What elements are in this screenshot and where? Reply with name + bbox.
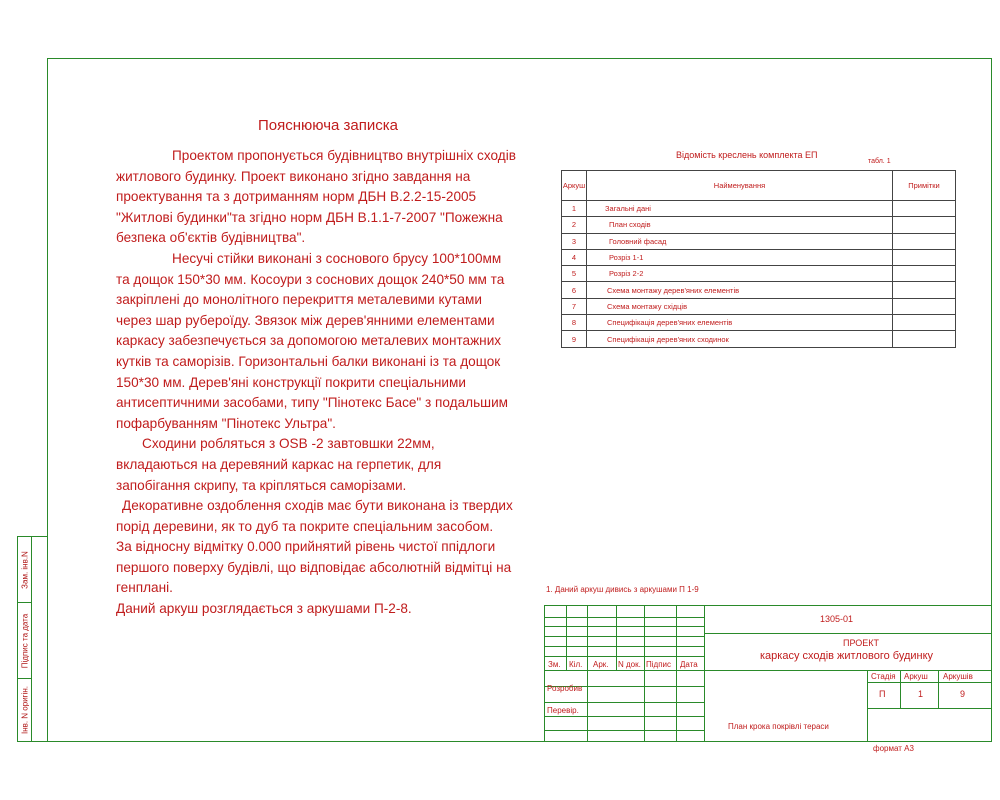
- header-sheet: Аркуш: [562, 171, 587, 201]
- tb-line: [587, 605, 588, 742]
- row-note: [893, 282, 956, 298]
- sheets-label: Аркушів: [943, 672, 973, 681]
- row-name: Розріз 2-2: [587, 266, 893, 282]
- table-row: [562, 298, 956, 314]
- tb-line: [704, 605, 705, 742]
- row-number: 6: [562, 282, 587, 298]
- row-number: 4: [562, 249, 587, 265]
- header-notes: Примітки: [893, 171, 956, 201]
- note-body: [116, 146, 516, 620]
- note-paragraph: Сходини робляться з OSB -2 завтовшки 22мм, вкладаються на деревяний каркас на герпетик, для запобігання скрипу, та кріпляться саморізами.: [116, 436, 442, 493]
- row-note: [893, 266, 956, 282]
- sheet-value: 1: [918, 689, 924, 699]
- side-strip: [17, 536, 47, 742]
- tb-line: [544, 702, 704, 703]
- col-label-signature: Підпис: [646, 660, 671, 669]
- table-row: [562, 282, 956, 298]
- col-label-date: Дата: [680, 660, 698, 669]
- row-note: [893, 217, 956, 233]
- row-number: 1: [562, 201, 587, 217]
- sheet-reference-note: 1. Даний аркуш дивись з аркушами П 1-9: [546, 585, 699, 594]
- table-row: [562, 315, 956, 331]
- row-number: 2: [562, 217, 587, 233]
- tb-line: [544, 626, 704, 627]
- note-paragraph: Несучі стійки виконані з соснового брусу 100*100мм та дощок 150*30 мм. Косоури з соснових дощок 240*50 мм та закріплені до монолітного перекриття металевими кутами через шар рубероїду. Звязок між дерев'янними елементами каркасу забезпечується за допомогою металевих монтажних кутків та саморізів. Горизонтальні балки виконані із та дощок 150*30 мм. Дерев'яні конструкції покрити спеціальними антисептичними засобами, типу "Пінотекс Басе" з подальшим пофарбуванням "Пінотекс Ультра".: [116, 250, 509, 431]
- row-number: 7: [562, 298, 587, 314]
- row-note: [893, 233, 956, 249]
- tb-line: [544, 605, 545, 742]
- col-label-doc: N док.: [618, 660, 641, 669]
- row-number: 8: [562, 315, 587, 331]
- drawing-list-table: [561, 170, 956, 348]
- row-name: Розріз 1-1: [587, 249, 893, 265]
- row-name: Головний фасад: [587, 233, 893, 249]
- row-name: Загальні дані: [587, 201, 893, 217]
- tb-line: [867, 682, 992, 683]
- tb-line: [900, 670, 901, 708]
- sheet-label: Аркуш: [904, 672, 928, 681]
- row-note: [893, 249, 956, 265]
- col-label-sheet: Арк.: [593, 660, 609, 669]
- tb-line: [566, 605, 567, 670]
- row-name: Схема монтажу дерев'яних елементів: [587, 282, 893, 298]
- side-label-original-inv: Інв. N оригін.: [20, 685, 29, 735]
- side-cell-replace-inv: [18, 537, 32, 603]
- tb-line: [544, 646, 704, 647]
- note-paragraph: Декоративне оздоблення сходів має бути виконана із твердих порід деревини, як то дуб та покрите спеціальним засобом.: [116, 498, 513, 534]
- table-number: табл. 1: [868, 158, 891, 165]
- row-name: Схема монтажу східців: [587, 298, 893, 314]
- row-number: 3: [562, 233, 587, 249]
- checked-by-label: Перевір.: [547, 706, 579, 715]
- table-row: [562, 217, 956, 233]
- row-note: [893, 201, 956, 217]
- side-label-replace-inv: Зам. інв.N: [20, 550, 29, 589]
- tb-line: [938, 670, 939, 708]
- col-label-change: Зм.: [548, 660, 561, 669]
- tb-line: [544, 605, 992, 606]
- row-note: [893, 298, 956, 314]
- tb-line: [544, 636, 704, 637]
- side-label-signature-date: Підпис та дата: [20, 613, 29, 668]
- note-title: Пояснююча записка: [258, 117, 398, 134]
- table-row: [562, 331, 956, 347]
- tb-line: [544, 670, 992, 671]
- col-label-qty: Кіл.: [569, 660, 583, 669]
- row-number: 5: [562, 266, 587, 282]
- drawing-list-title: Відомість креслень комплекта ЕП: [676, 150, 818, 160]
- tb-line: [704, 633, 992, 634]
- project-name: каркасу сходів житлового будинку: [760, 650, 934, 662]
- side-cell-signature-date: [18, 603, 32, 679]
- sheets-value: 9: [960, 689, 966, 699]
- tb-line: [676, 605, 677, 742]
- tb-line: [867, 708, 992, 709]
- note-paragraph: Даний аркуш розглядається з аркушами П-2-8.: [116, 601, 412, 617]
- project-label: ПРОЕКТ: [843, 638, 880, 648]
- row-note: [893, 331, 956, 347]
- row-name: Специфікація дерев'яних елементів: [587, 315, 893, 331]
- project-code: 1305-01: [820, 614, 854, 624]
- stage-label: Стадія: [871, 672, 896, 681]
- row-note: [893, 315, 956, 331]
- tb-line: [544, 617, 704, 618]
- table-row: [562, 201, 956, 217]
- tb-line: [616, 605, 617, 670]
- row-number: 9: [562, 331, 587, 347]
- side-cell-original-inv: [18, 679, 32, 741]
- header-name: Найменування: [587, 171, 893, 201]
- tb-line: [867, 670, 868, 742]
- developed-by-label: Розробив: [547, 684, 583, 693]
- tb-line: [544, 716, 704, 717]
- sheet-title: План крока покрівлі тераси: [728, 722, 829, 731]
- stage-value: П: [879, 689, 886, 699]
- table-row: [562, 249, 956, 265]
- tb-line: [544, 656, 704, 657]
- tb-line: [544, 730, 704, 731]
- paper-format: формат А3: [873, 744, 914, 753]
- table-header-row: [562, 171, 956, 201]
- table-row: [562, 266, 956, 282]
- note-paragraph: Проектом пропонується будівництво внутрішніх сходів житлового будинку. Проект виконано згідно завдання на проектування та з дотриманням норм ДБН В.2.2-15-2005 "Житлові будинки"та згідно норм ДБН В.1.1-7-2007 "Пожежна безпека об'єктів будівництва".: [116, 148, 516, 246]
- row-name: План сходів: [587, 217, 893, 233]
- row-name: Специфікація дерев'яних сходинок: [587, 331, 893, 347]
- tb-line: [644, 605, 645, 742]
- note-paragraph: За відносну відмітку 0.000 прийнятий рівень чистої ппідлоги першого поверху будівлі, що відповідає абсолютній відмітці на генплані.: [116, 539, 512, 596]
- table-row: [562, 233, 956, 249]
